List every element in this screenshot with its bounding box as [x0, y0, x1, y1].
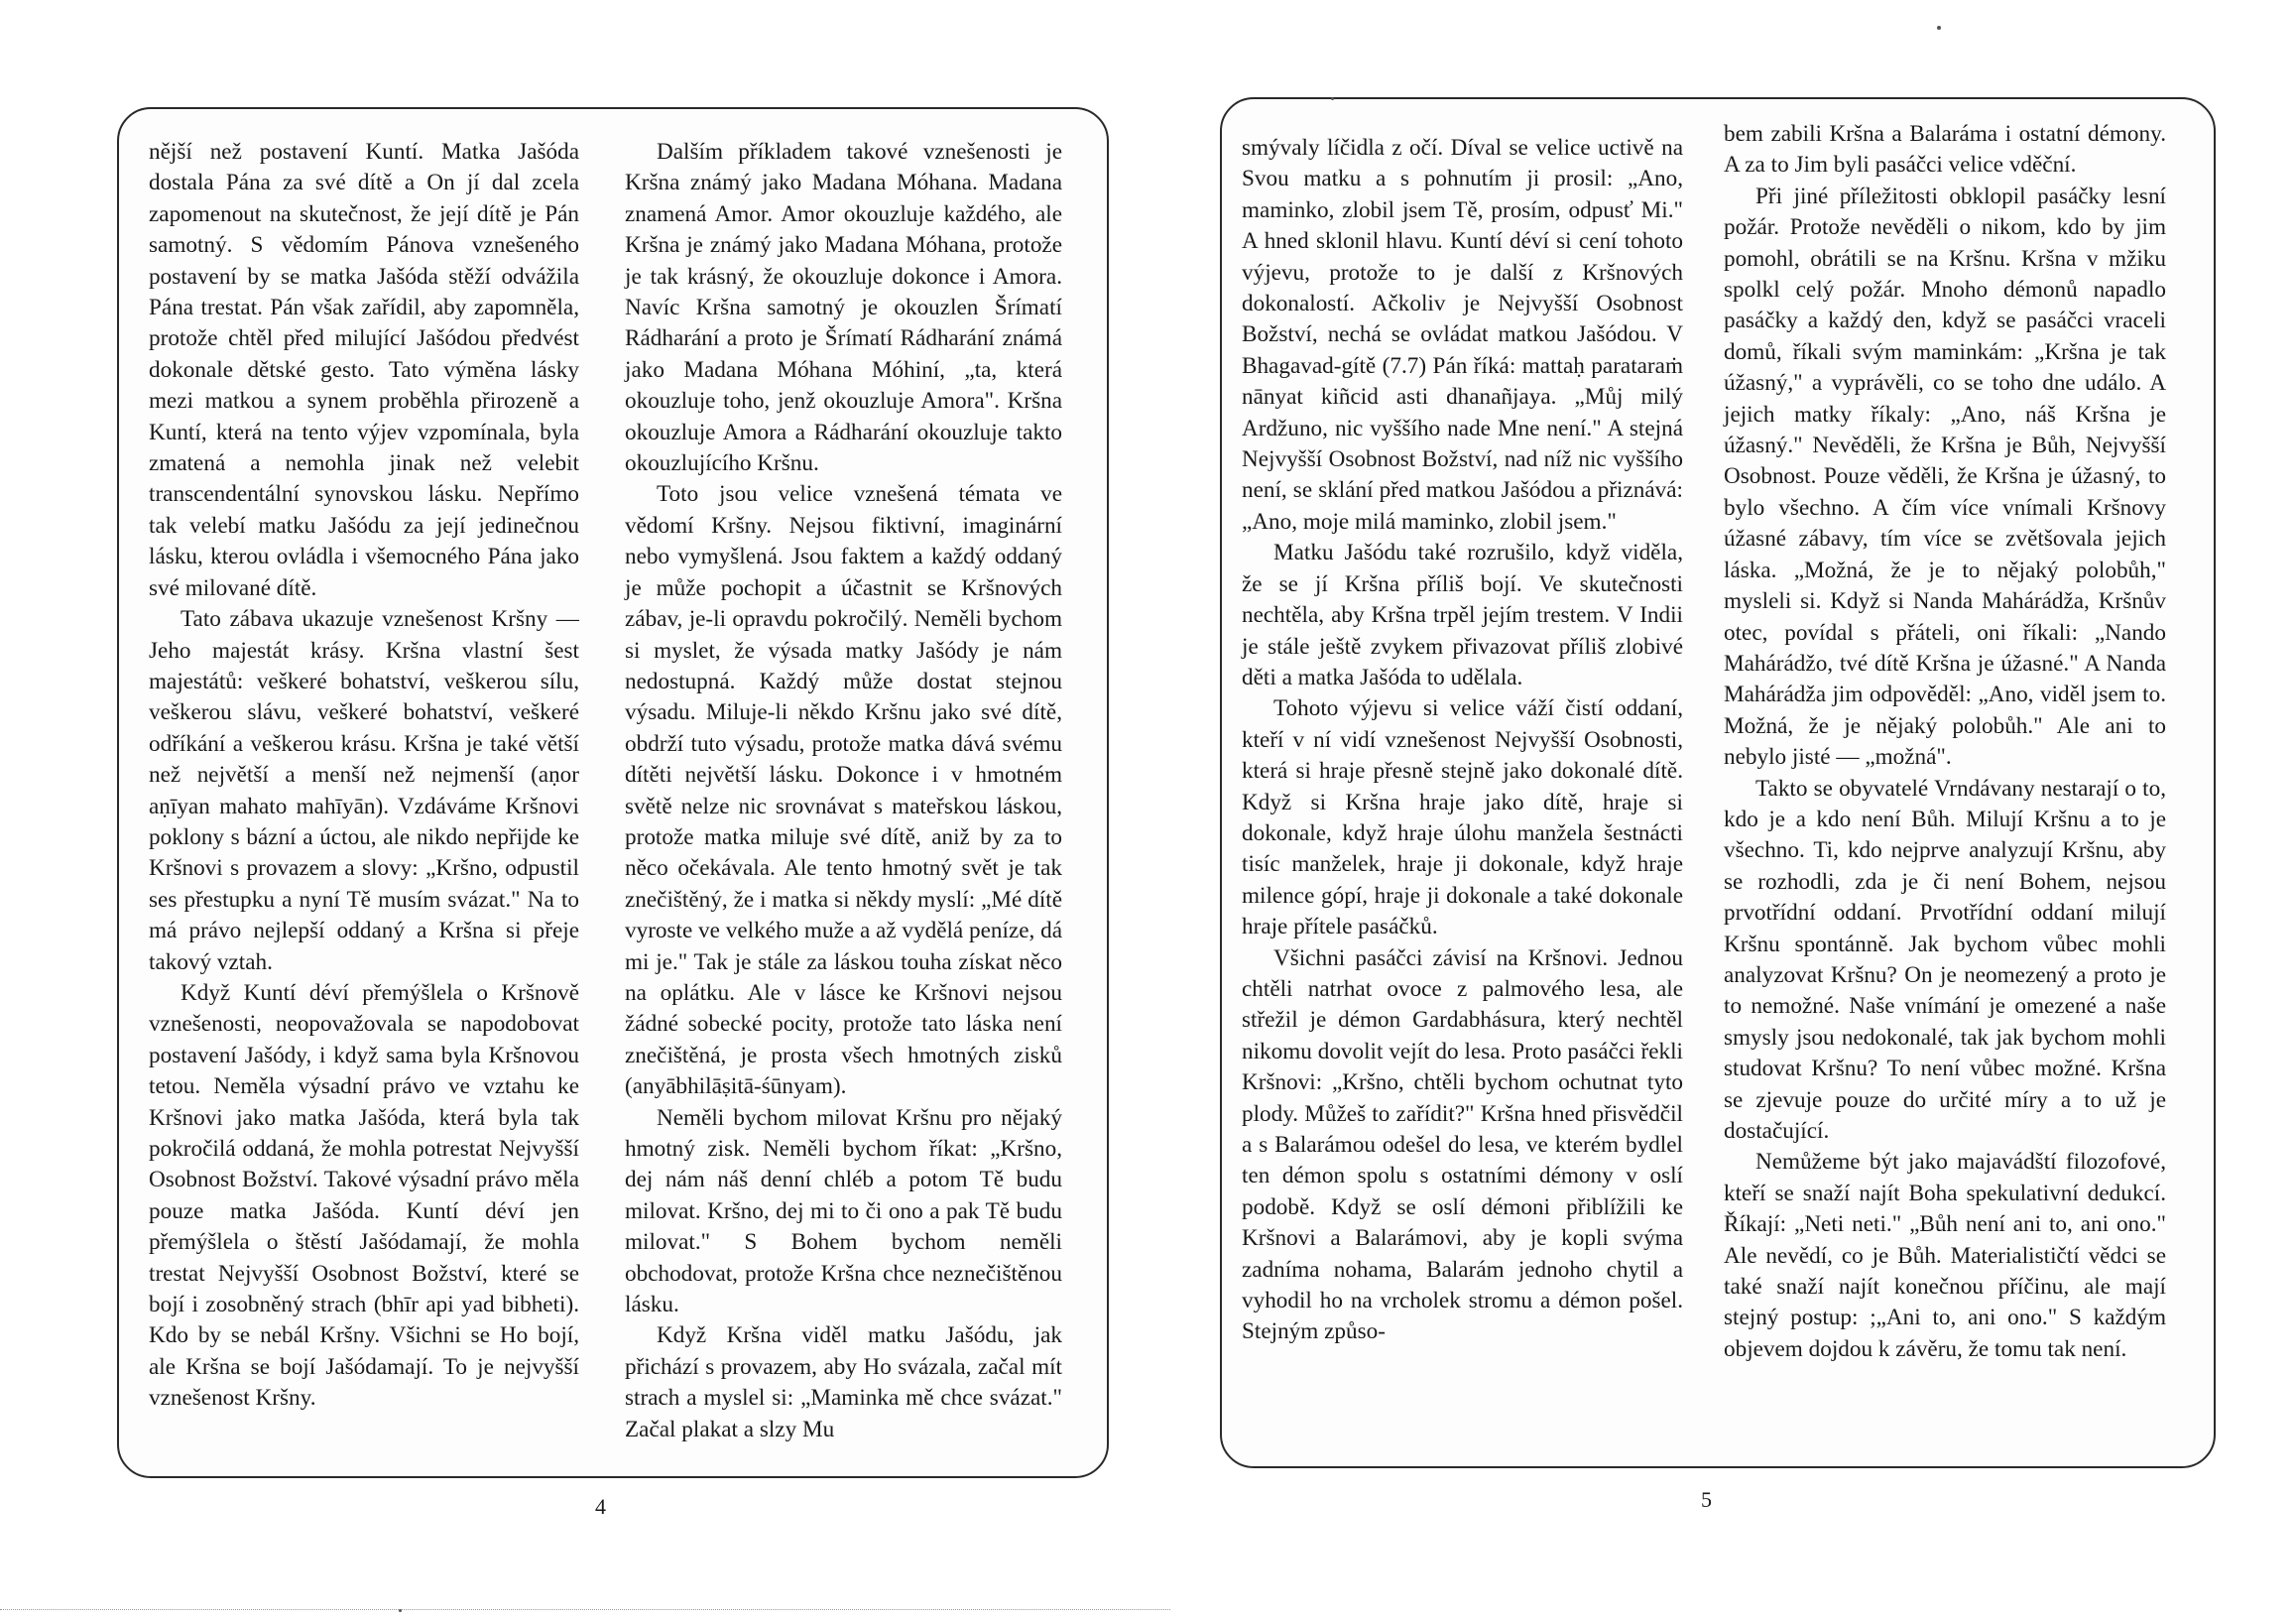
scan-speck — [1937, 26, 1941, 30]
page-number-left: 4 — [595, 1494, 606, 1519]
paragraph: nější než postavení Kuntí. Matka Jašóda dostala Pána za své dítě a On jí dal zcela zapomenout na skutečnost, že její dítě je Pán samotný. S vědomím Pánova vznešeného postavení by se matka Jašóda stěží odvážila Pána trestat. Pán však zařídil, aby zapomněla, protože chtěl před milující Jašódou předvést dokonale dětské gesto. Tato výměna lásky mezi matkou a synem proběhla přirozeně a Kuntí, která na tento výjev vzpomínala, byla zmatená a nemohla jinak než velebit transcendentální synovskou lásku. Nepřímo tak velebí matku Jašódu za její jedinečnou lásku, kterou ovládla i všemocného Pána jako své milované dítě. — [149, 139, 579, 601]
right-page-column-1 — [1242, 133, 1683, 1348]
paragraph: Tohoto výjevu si velice váží čistí oddaní, kteří v ní vidí vznešenost Nejvyšší Osobnosti, která si hraje přesně stejně jako dokonalé dítě. Když si Kršna hraje jako dítě, hraje si dokonale, když hraje úlohu manžela šestnácti tisíc manželek, hraje ji dokonale, když hraje milence gópí, hraje ji dokonale a také dokonale hraje přítele pasáčků. — [1242, 695, 1683, 940]
paragraph: smývaly líčidla z očí. Díval se velice uctivě na Svou matku a s pohnutím ji prosil: „Ano, maminko, zlobil jsem Tě, prosím, odpusť Mi." A hned sklonil hlavu. Kuntí déví si cení tohoto výjevu, protože to je další z Kršnových dokonalostí. Ačkoliv je Nejvyšší Osobnost Božství, nechá se ovládat matkou Jašódou. V Bhagavad-gítě (7.7) Pán říká: mattaḥ parataraṁ nānyat kiñcid asti dhanañjaya. „Můj milý Ardžuno, nic vyššího nade Mne není." A stejná Nejvyšší Osobnost Božství, nad níž nic vyššího není, se sklání před matkou Jašódou a přiznává: „Ano, moje milá maminko, zlobil jsem." — [1242, 135, 1683, 535]
paragraph: Tato zábava ukazuje vznešenost Kršny — Jeho majestát krásy. Kršna vlastní šest majestátů: veškeré bohatství, veškerou sílu, veškerou slávu, veškeré bohatství, veškeré odříkání a veškerou krásu. Kršna je také větší než největší a menší než nejmenší (aṇor aṇīyan mahato mahīyān). Vzdáváme Kršnovi poklony s bázní a úctou, ale nikdo nepřijde ke Kršnovi s provazem a slovy: „Kršno, odpustil ses přestupku a nyní Tě musím svázat." Na to má právo nejlepší oddaný a Kršna si přeje takový vztah. — [149, 606, 579, 975]
scan-edge-line — [0, 1609, 1170, 1610]
paragraph: Takto se obyvatelé Vrndávany nestarají o to, kdo je a kdo není Bůh. Milují Kršnu a to je všechno. Ti, kdo nejprve analyzují Kršnu, aby se rozhodli, zda je či není Bohem, nejsou prvotřídní oddaní. Prvotřídní oddaní milují Kršnu spontánně. Jak bychom vůbec mohli analyzovat Kršnu? On je neomezený a proto je to nemožné. Naše vnímání je omezené a naše smysly jsou nedokonalé, tak jak bychom mohli studovat Kršnu? To není vůbec možné. Kršna se zjevuje pouze do určité míry a to už je dostačující. — [1724, 775, 2166, 1144]
paragraph: Nemůžeme být jako majavádští filozofové, kteří se snaží najít Boha spekulativní dedukcí. Říkají: „Neti neti." „Bůh není ani to, ani ono." Ale nevědí, co je Bůh. Materialističtí vědci se také snaží najít konečnou příčinu, ale mají stejný postup: ;„Ani to, ani ono." S každým objevem dojdou k závěru, že tomu tak není. — [1724, 1149, 2166, 1362]
left-page-column-1 — [149, 137, 579, 1415]
paragraph: Neměli bychom milovat Kršnu pro nějaký hmotný zisk. Neměli bychom říkat: „Kršno, dej nám náš denní chléb a potom Tě budu milovat. Kršno, dej mi to či ono a pak Tě budu milovat." S Bohem bychom neměli obchodovat, protože Kršna chce neznečištěnou lásku. — [625, 1104, 1062, 1318]
left-page-column-2 — [625, 137, 1062, 1445]
paragraph: Při jiné příležitosti obklopil pasáčky lesní požár. Protože nevěděli o nikom, kdo by jim pomohl, obrátili se na Kršnu. Kršna v mžiku spolkl celý požár. Mnoho démonů napadlo pasáčky a každý den, když se pasáčci vraceli domů, říkali svým maminkám: „Kršna je tak úžasný," a vyprávěli, co se toho dne událo. A jejich matky říkaly: „Ano, náš Kršna je úžasný." Nevěděli, že Kršna je Bůh, Nejvyšší Osobnost. Pouze věděli, že Kršna je úžasný, to bylo všechno. A čím více vnímali Kršnovy úžasné zábavy, tím více se zvětšovala jejich láska. „Možná, že je to nějaký polobůh," mysleli si. Když si Nanda Mahárádža, Kršnův otec, povídal s přáteli, oni říkali: „Nando Mahárádžo, tvé dítě Kršna je úžasné." A Nanda Mahárádža jim odpověděl: „Ano, viděl jsem to. Možná, že je nějaký polobůh." Ale ani to nebylo jisté — „možná". — [1724, 183, 2166, 771]
right-page-column-2 — [1724, 119, 2166, 1365]
paragraph: Dalším příkladem takové vznešenosti je Kršna známý jako Madana Móhana. Madana znamená Amor. Amor okouzluje každého, ale Kršna je známý jako Madana Móhana, protože je tak krásný, že okouzluje dokonce i Amora. Navíc Kršna samotný je okouzlen Šrímatí Rádharání a proto je Šrímatí Rádharání známá jako Madana Móhana Móhiní, „ta, která okouzluje toho, jenž okouzluje Amora". Kršna okouzluje Amora a Rádharání okouzluje takto okouzlujícího Kršnu. — [625, 139, 1062, 477]
paragraph: Všichni pasáčci závisí na Kršnovi. Jednou chtěli natrhat ovoce z palmového lesa, ale střežil je démon Gardabhásura, který nechtěl nikomu dovolit vejít do lesa. Proto pasáčci řekli Kršnovi: „Kršno, chtěli bychom ochutnat tyto plody. Můžeš to zařídit?" Kršna hned přisvědčil a s Balarámou odešel do lesa, ve kterém bydlel ten démon spolu s ostatními démony v oslí podobě. Když se oslí démoni přiblížili ke Kršnovi a Balarámovi, aby je kopli svýma zadníma nohama, Balarám jednoho chytil a vyhodil ho na vrcholek stromu a démon pošel. Stejným způso- — [1242, 944, 1683, 1345]
scan-speck — [399, 1609, 402, 1612]
paragraph: Toto jsou velice vznešená témata ve vědomí Kršny. Nejsou fiktivní, imaginární nebo vymyšlená. Jsou faktem a každý oddaný je může pochopit a účastnit se Kršnových zábav, je-li opravdu pokročilý. Neměli bychom si myslet, že výsada matky Jašódy je nám nedostupná. Každý může dostat stejnou výsadu. Miluje-li někdo Kršnu jako své dítě, obdrží tuto výsadu, protože matka dává svému dítěti největší lásku. Dokonce i v hmotném světě nelze nic srovnávat s mateřskou láskou, protože matka miluje své dítě, aniž by za to něco očekávala. Ale tento hmotný svět je tak znečištěný, že i matka si někdy myslí: „Mé dítě vyroste ve velkého muže a až vydělá peníze, dá mi je." Tak je stále za láskou touha získat něco na oplátku. Ale v lásce ke Kršnovi nejsou žádné sobecké pocity, protože tato láska není znečištěná, je prosta všech hmotných zisků (anyābhilāṣitā-śūnyam). — [625, 481, 1063, 1100]
page-number-right: 5 — [1701, 1487, 1712, 1512]
scan-speck — [1331, 97, 1334, 100]
paragraph: Když Kršna viděl matku Jašódu, jak přichází s provazem, aby Ho svázala, začal mít strach a myslel si: „Maminka mě chce svázat." Začal plakat a slzy Mu — [625, 1322, 1062, 1442]
paragraph: Když Kuntí déví přemýšlela o Kršnově vznešenosti, neopovažovala se napodobovat postavení Jašódy, i když sama byla Kršnovou tetou. Neměla výsadní právo ve vztahu ke Kršnovi jako matka Jašóda, která byla tak pokročilá oddaná, že mohla potrestat Nejvyšší Osobnost Božství. Takové výsadní právo měla pouze matka Jašóda. Kuntí déví jen přemýšlela o štěstí Jašódamají, že mohla trestat Nejvyšší Osobnost Božství, které se bojí i zosobněný strach (bhīr api yad bibheti). Kdo by se nebál Kršny. Všichni se Ho bojí, ale Kršna se bojí Jašódamají. To je nejvyšší vznešenost Kršny. — [149, 979, 579, 1412]
paragraph: Matku Jašódu také rozrušilo, když viděla, že se jí Kršna příliš bojí. Ve skutečnosti nechtěla, aby Kršna trpěl jejím trestem. V Indii je stále ještě zvykem přivazovat příliš zlobivé děti a matka Jašóda to udělala. — [1242, 540, 1683, 690]
paragraph: bem zabili Kršna a Balaráma i ostatní démony. A za to Jim byli pasáčci velice vděční. — [1724, 121, 2166, 179]
